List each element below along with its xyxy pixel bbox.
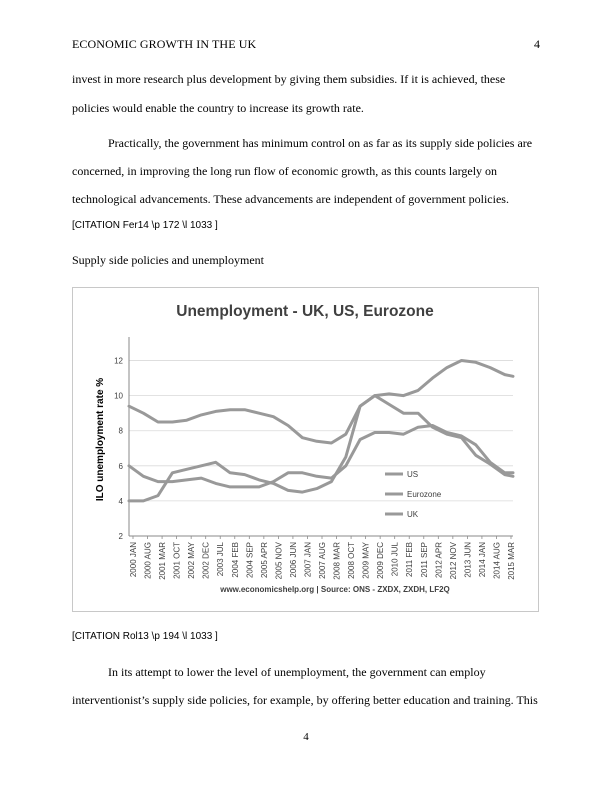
para3-line2: interventionist’s supply side policies, for example, by offering better education and training. This (72, 693, 538, 707)
footer-page-number: 4 (303, 731, 309, 743)
x-tick-label: 2011 FEB (405, 542, 415, 577)
series-line-uk (129, 426, 513, 487)
citation-fer14: [CITATION Fer14 \p 172 \l 1033 ] (72, 220, 218, 231)
y-tick-label: 12 (114, 356, 123, 366)
x-tick-label: 2012 APR (434, 542, 444, 579)
section-heading: Supply side policies and unemployment (72, 253, 264, 267)
x-tick-label: 2008 OCT (347, 542, 357, 579)
chart-gridlines (129, 361, 513, 536)
para1-line1: invest in more research plus development by giving them subsidies. If it is achieved, these (72, 72, 506, 86)
x-tick-label: 2004 SEP (245, 542, 255, 579)
series-line-us (129, 396, 513, 501)
y-tick-label: 8 (118, 426, 123, 436)
legend-label: Eurozone (407, 490, 442, 499)
x-tick-label: 2013 JUN (463, 542, 473, 578)
x-tick-label: 2002 DEC (201, 542, 211, 579)
x-tick-label: 2003 JUL (216, 542, 226, 577)
legend-label: UK (407, 510, 419, 519)
chart-legend (385, 470, 442, 519)
legend-label: US (407, 470, 419, 479)
x-tick-label: 2001 MAR (158, 542, 168, 580)
y-tick-label: 4 (118, 496, 123, 506)
y-tick-label: 10 (114, 391, 123, 401)
x-tick-label: 2000 JAN (129, 542, 138, 578)
para1-line2: policies would enable the country to increase its growth rate. (72, 101, 364, 115)
header-page-number: 4 (534, 37, 540, 51)
x-axis-ticks (129, 536, 516, 580)
chart-frame (72, 287, 539, 612)
x-tick-label: 2010 JUL (390, 542, 400, 577)
y-tick-label: 2 (118, 532, 123, 541)
x-tick-label: 2015 MAR (507, 542, 516, 580)
chart-source: www.economicshelp.org | Source: ONS - ZXDX, ZXDH, LF2Q (220, 585, 450, 594)
x-tick-label: 2007 JAN (303, 542, 313, 578)
unemployment-chart (73, 288, 538, 611)
para2-line3: technological advancements. These advancements are independent of government policies. (72, 192, 509, 206)
x-tick-label: 2000 AUG (143, 542, 153, 579)
x-tick-label: 2002 MAY (187, 542, 197, 579)
x-tick-label: 2006 JUN (288, 542, 298, 578)
x-tick-label: 2009 MAY (361, 542, 371, 579)
chart-title: Unemployment - UK, US, Eurozone (176, 303, 434, 320)
para2-line2: concerned, in improving the long run flow of economic growth, as this counts largely on (72, 164, 498, 178)
x-tick-label: 2005 NOV (274, 542, 284, 580)
x-tick-label: 2007 AUG (318, 542, 327, 579)
para2-line1: Practically, the government has minimum control on as far as its supply side policies are (108, 136, 533, 150)
x-tick-label: 2001 OCT (172, 542, 182, 579)
x-tick-label: 2005 APR (259, 542, 269, 579)
running-head: ECONOMIC GROWTH IN THE UK (72, 37, 257, 51)
y-axis-label: ILO unemployment rate % (95, 377, 106, 502)
y-axis-ticks (114, 357, 123, 541)
x-tick-label: 2014 AUG (492, 542, 502, 579)
y-tick-label: 6 (118, 461, 123, 471)
x-tick-label: 2008 MAR (332, 542, 342, 580)
x-tick-label: 2004 FEB (230, 542, 240, 578)
x-tick-label: 2014 JAN (477, 542, 487, 578)
para3-line1: In its attempt to lower the level of unemployment, the government can employ (108, 665, 486, 679)
x-tick-label: 2011 SEP (419, 542, 429, 578)
x-tick-label: 2012 NOV (448, 542, 458, 580)
citation-rol13: [CITATION Rol13 \p 194 \l 1033 ] (72, 631, 218, 642)
x-tick-label: 2009 DEC (376, 542, 386, 579)
